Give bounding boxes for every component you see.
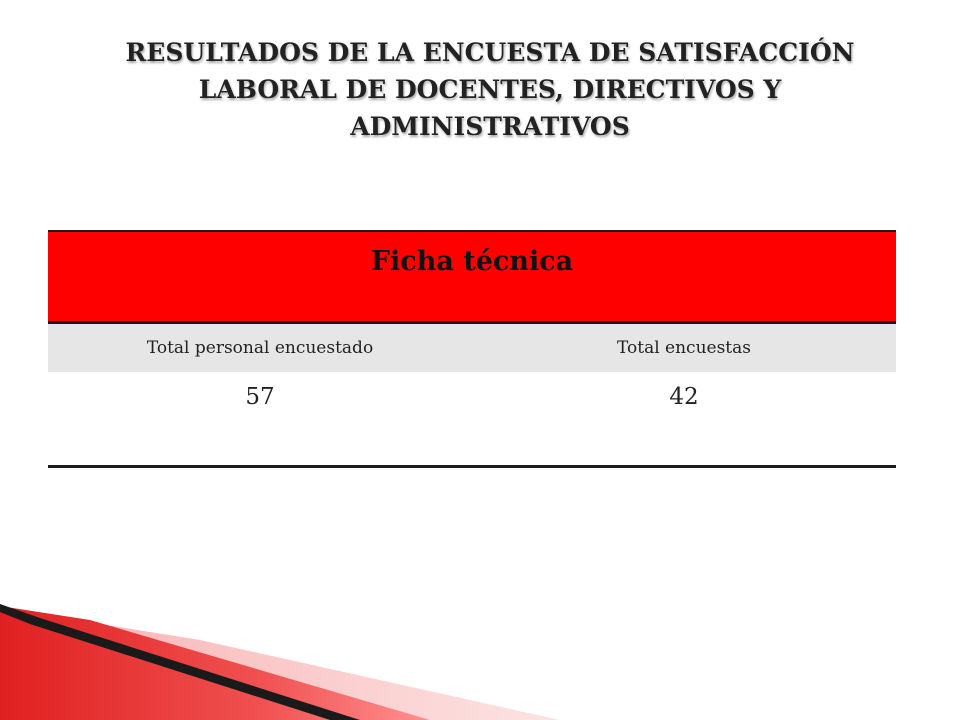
decorative-corner-swoosh: [0, 590, 960, 720]
value-total-personal: 57: [245, 384, 275, 410]
data-table: [48, 230, 896, 468]
column-labels-row: [48, 324, 896, 372]
swoosh-red: [0, 606, 430, 720]
table-header-label: Ficha técnica: [370, 246, 574, 277]
column-label-total-personal: Total personal encuestado: [146, 338, 374, 358]
values-row: [48, 372, 896, 468]
table-header: [48, 230, 896, 324]
slide-title: RESULTADOS DE LA ENCUESTA DE SATISFACCIÓN LABORAL DE DOCENTES, DIRECTIVOS Y ADMINISTRATIVOS: [125, 38, 855, 141]
column-label-total-encuestas: Total encuestas: [616, 338, 752, 358]
value-total-encuestas: 42: [669, 384, 699, 410]
